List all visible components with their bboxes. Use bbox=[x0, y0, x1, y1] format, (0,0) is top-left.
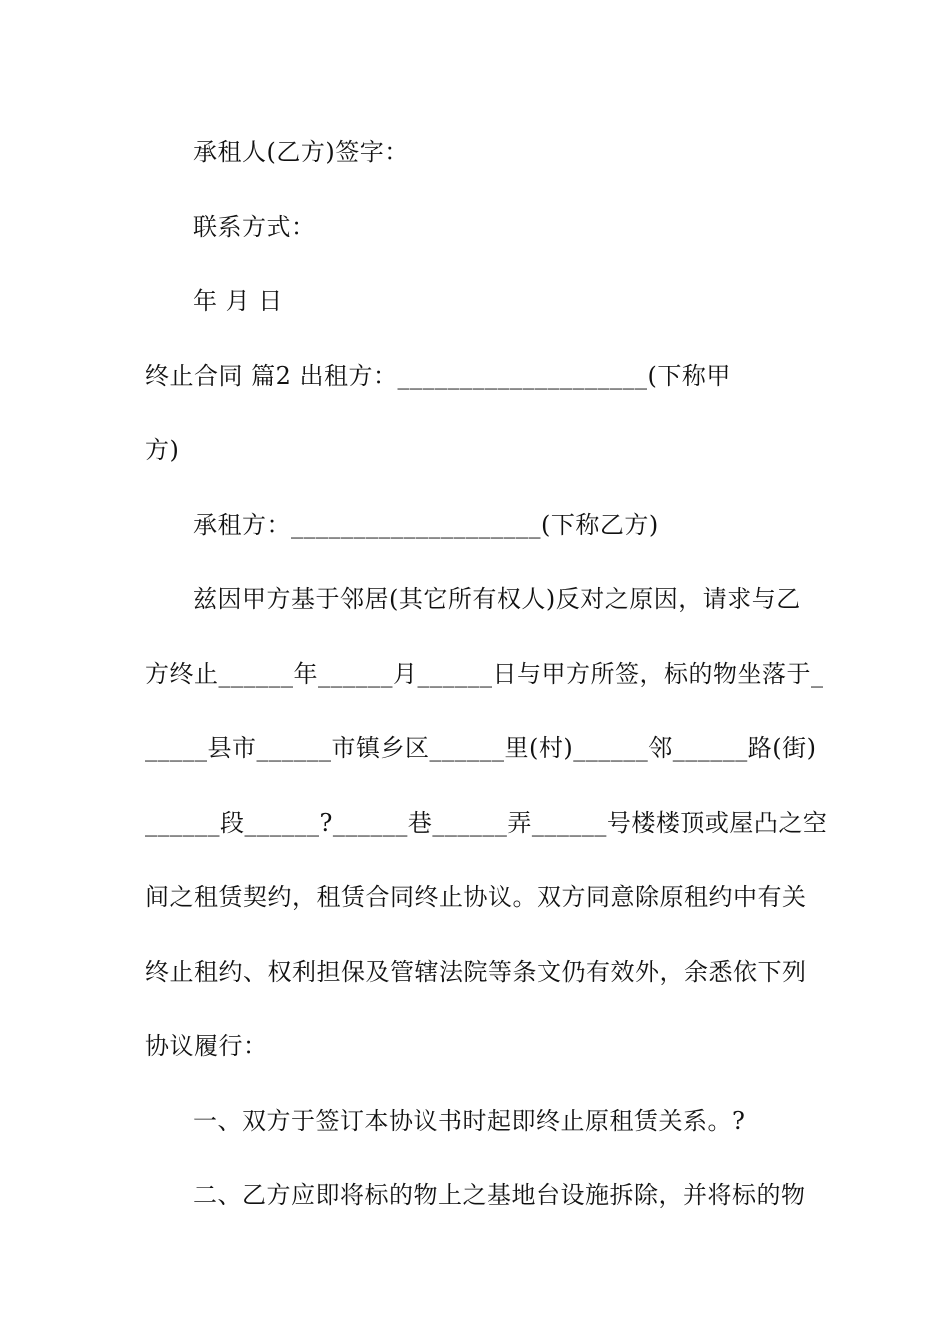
tenant-signature-line: 承租人(乙方)签字： bbox=[193, 138, 409, 166]
paragraph-line: 终止租约、权利担保及管辖法院等条文仍有效外，余悉依下列 bbox=[145, 958, 807, 986]
paragraph-line: ______段______?______巷______弄______号楼楼顶或屋凸之空 bbox=[145, 809, 828, 837]
section-heading-lessor-line: 终止合同 篇2 出租方：____________________(下称甲 bbox=[145, 362, 731, 390]
paragraph-line: 方终止______年______月______日与甲方所签，标的物坐落于_ bbox=[145, 660, 824, 688]
paragraph-line: 方) bbox=[145, 436, 180, 464]
paragraph-line: 兹因甲方基于邻居(其它所有权人)反对之原因，请求与乙 bbox=[193, 585, 801, 613]
paragraph-line: 间之租赁契约，租赁合同终止协议。双方同意除原租约中有关 bbox=[145, 883, 807, 911]
paragraph-line: _____县市______市镇乡区______里(村)______邻______路(街) bbox=[145, 734, 817, 762]
date-line: 年 月 日 bbox=[193, 287, 283, 315]
lessee-line: 承租方：____________________(下称乙方) bbox=[193, 511, 659, 539]
clause-one-line: 一、双方于签订本协议书时起即终止原租赁关系。? bbox=[193, 1107, 746, 1135]
clause-two-line: 二、乙方应即将标的物上之基地台设施拆除，并将标的物 bbox=[193, 1181, 806, 1209]
contact-line: 联系方式： bbox=[193, 213, 316, 241]
paragraph-line: 协议履行： bbox=[145, 1032, 268, 1060]
